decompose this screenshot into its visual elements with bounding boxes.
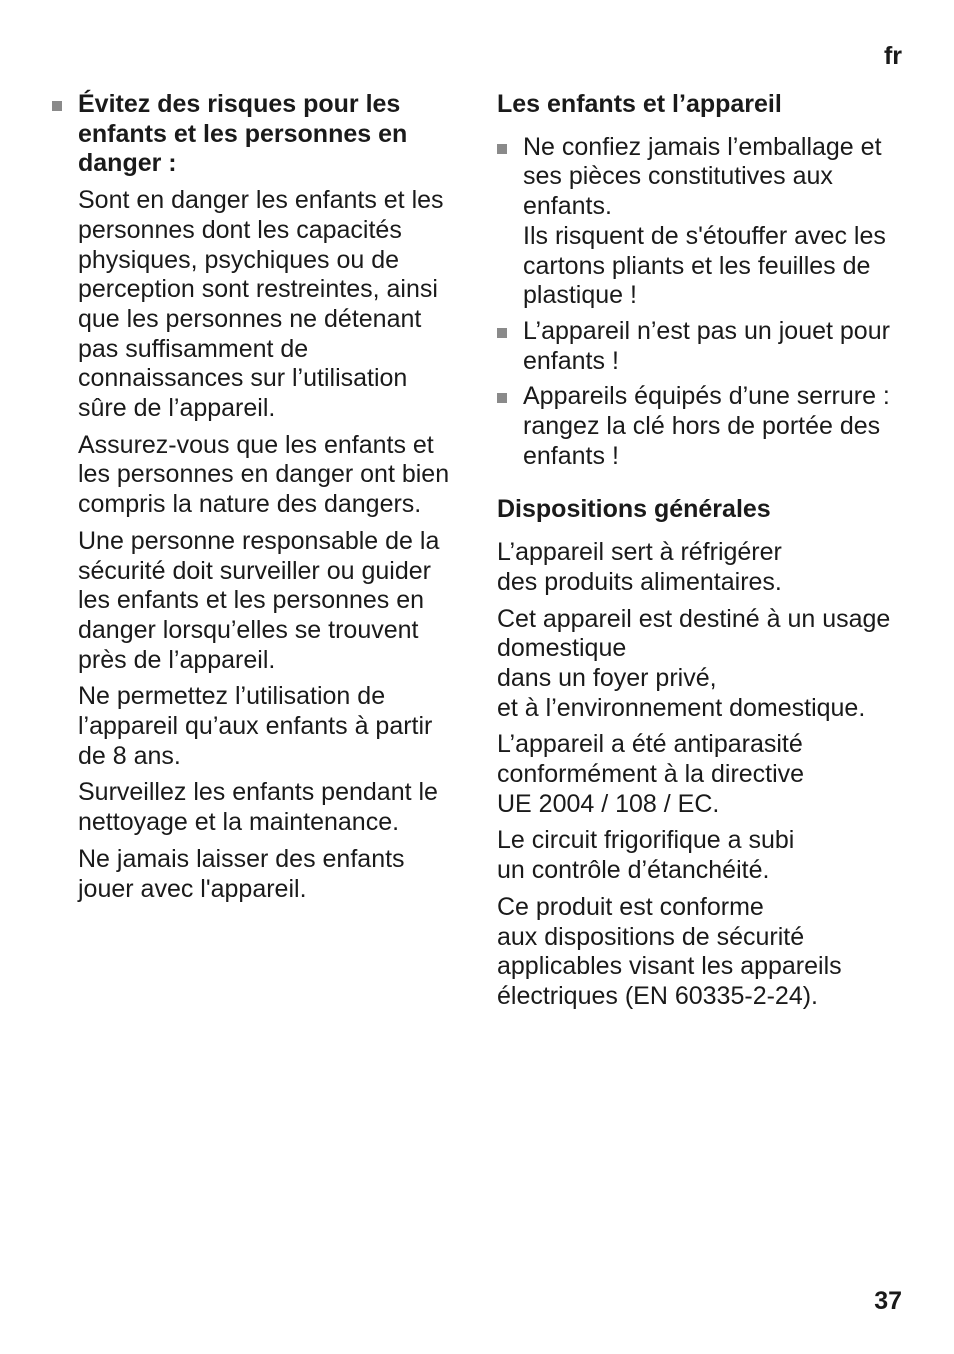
section-heading-children: Les enfants et l’appareil xyxy=(497,90,782,118)
paragraph xyxy=(497,538,907,597)
square-bullet-icon xyxy=(497,393,507,403)
right-column xyxy=(497,90,907,1019)
paragraph: Sont en danger les enfants et les personnes dont les capacités physiques, psychiques ou de perception sont restreintes, ainsi que les personnes ne détenant pas suffisamment de connaissances sur l’utilisation sûre de l’appareil. xyxy=(78,186,444,423)
paragraph xyxy=(497,893,907,1012)
square-bullet-icon xyxy=(497,144,507,154)
language-indicator: fr xyxy=(883,42,902,70)
bullet-item-risks xyxy=(52,90,462,179)
paragraph-line: et à l’environnement domestique. xyxy=(497,693,866,722)
bullet-item xyxy=(497,382,907,471)
paragraph: Une personne responsable de la sécurité doit surveiller ou guider les enfants et les personnes en danger lorsqu’elles se trouvent près de l’appareil. xyxy=(78,526,440,674)
bullet-item xyxy=(497,133,907,311)
bullet-item xyxy=(497,317,907,376)
square-bullet-icon xyxy=(497,328,507,338)
paragraph-line: dans un foyer privé, xyxy=(497,663,717,692)
paragraph-line: Ce produit est conforme xyxy=(497,892,764,921)
paragraph-line: un contrôle d’étanchéité. xyxy=(497,856,770,885)
paragraph xyxy=(497,826,907,885)
paragraph: Ne permettez l’utilisation de l’appareil qu’aux enfants à partir de 8 ans. xyxy=(78,682,433,770)
bullet-heading: Évitez des risques pour les enfants et les personnes en danger : xyxy=(78,90,408,178)
paragraph-line: aux dispositions de sécurité applicables visant les appareils électriques (EN 60335-2-24). xyxy=(497,922,842,1010)
bullet-line: Appareils équipés d’une serrure : xyxy=(523,382,890,411)
paragraph xyxy=(497,730,907,819)
bullet-line: Ils risquent de s'étouffer avec les cartons pliants et les feuilles de plastique ! xyxy=(523,221,886,310)
bullet-line: Ne confiez jamais l’emballage et ses pièces constitutives aux enfants. xyxy=(523,132,882,221)
paragraph-line: Le circuit frigorifique a subi xyxy=(497,826,795,855)
paragraph-line: UE 2004 / 108 / EC. xyxy=(497,789,720,818)
section-heading-general: Dispositions générales xyxy=(497,495,771,524)
bullet-line: rangez la clé hors de portée des enfants ! xyxy=(523,412,881,470)
paragraph xyxy=(497,605,907,724)
left-column xyxy=(52,90,462,911)
paragraph-line: Cet appareil est destiné à un usage domestique xyxy=(497,604,891,663)
paragraph: Surveillez les enfants pendant le nettoyage et la maintenance. xyxy=(78,778,438,837)
paragraph: Ne jamais laisser des enfants jouer avec l'appareil. xyxy=(78,844,405,903)
bullet-line: L’appareil n’est pas un jouet pour enfants ! xyxy=(523,316,890,375)
paragraph: Assurez-vous que les enfants et les personnes en danger ont bien compris la nature des dangers. xyxy=(78,430,450,519)
square-bullet-icon xyxy=(52,101,62,111)
paragraph-line: des produits alimentaires. xyxy=(497,567,782,596)
page-number: 37 xyxy=(874,1287,902,1315)
paragraph-line: L’appareil sert à réfrigérer xyxy=(497,538,782,567)
paragraph-line: L’appareil a été antiparasité conformément à la directive xyxy=(497,730,805,789)
